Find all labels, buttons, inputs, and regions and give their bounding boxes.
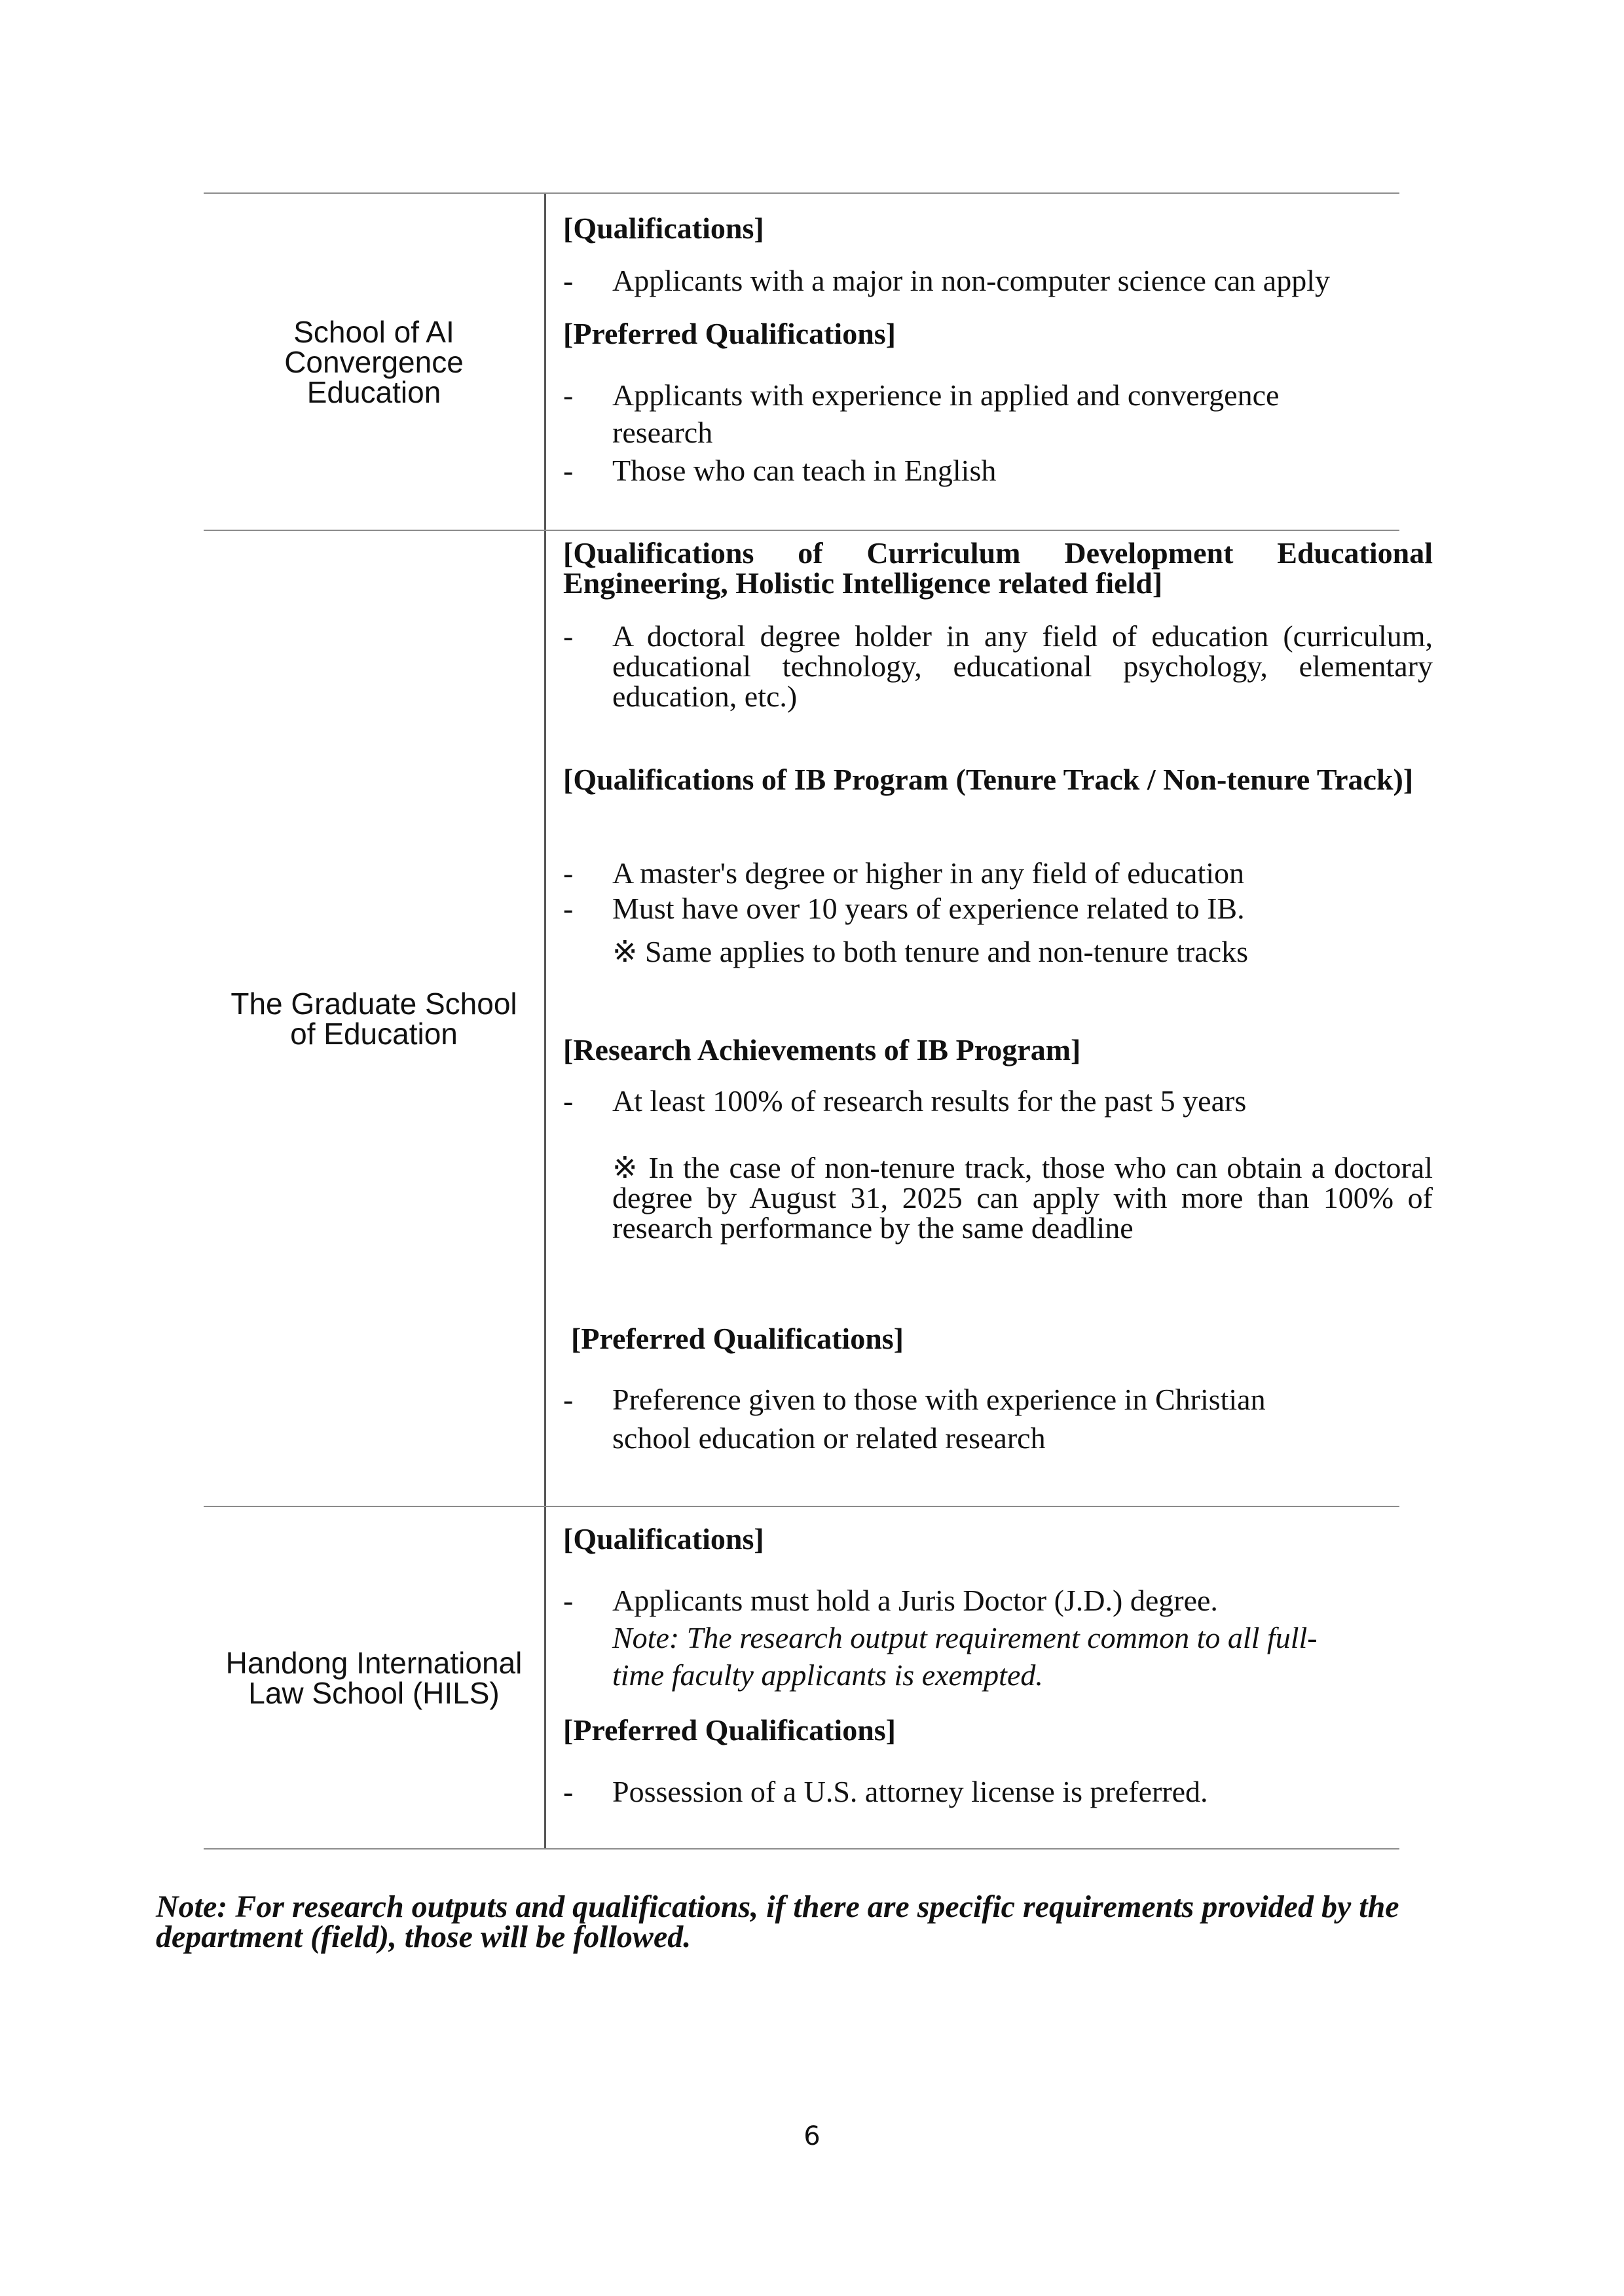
- section-heading: [Preferred Qualifications]: [571, 1322, 904, 1355]
- bullet-text: Applicants with a major in non-computer science can apply: [612, 264, 1330, 297]
- unit-name: School of AI Convergence Education: [284, 314, 464, 409]
- bullet-text: Those who can teach in English: [612, 454, 997, 487]
- bullet-text: Applicants must hold a Juris Doctor (J.D.) degree.: [612, 1584, 1218, 1617]
- bullet-text: A doctoral degree holder in any field of education (curriculum, educational technology, educational psychology, elementary education, etc.): [612, 619, 1433, 713]
- bullet-text-continued: research: [612, 416, 713, 449]
- bullet-text: Possession of a U.S. attorney license is preferred.: [612, 1775, 1208, 1808]
- unit-cell: [204, 531, 546, 1506]
- bullet-dash: -: [563, 1383, 574, 1416]
- section-heading: [Preferred Qualifications]: [563, 1713, 896, 1747]
- bullet-text: A master's degree or higher in any field of education: [612, 856, 1245, 890]
- unit-name: Handong International Law School (HILS): [225, 1645, 523, 1710]
- bullet-dash: -: [563, 1084, 574, 1118]
- bullet-dash: -: [563, 1584, 574, 1617]
- table-row: [204, 194, 1399, 531]
- exemption-note-continued: time faculty applicants is exempted.: [612, 1658, 1043, 1692]
- footer-note: Note: For research outputs and qualifications, if there are specific requirements provided by the department (field), those will be followed.: [156, 1889, 1399, 1954]
- unit-cell: [204, 194, 546, 530]
- bullet-dash: -: [563, 856, 574, 890]
- exemption-note: Note: The research output requirement common to all full-: [612, 1621, 1318, 1654]
- unit-cell: [204, 1507, 546, 1848]
- section-heading: [Qualifications]: [563, 211, 764, 245]
- bullet-dash: -: [563, 1775, 574, 1808]
- table-row: [204, 531, 1433, 1507]
- bullet-text-continued: school education or related research: [612, 1421, 1046, 1455]
- requirements-cell: [546, 531, 1433, 1506]
- section-heading: [Preferred Qualifications]: [563, 317, 896, 350]
- bullet-text: Applicants with experience in applied and convergence: [612, 378, 1280, 412]
- section-heading: [Qualifications of IB Program (Tenure Track / Non-tenure Track)]: [563, 763, 1414, 796]
- section-heading: [Qualifications]: [563, 1522, 764, 1556]
- page-number: 6: [803, 2121, 821, 2151]
- requirements-cell: [546, 194, 1399, 530]
- bullet-dash: -: [563, 892, 574, 925]
- requirements-cell: [546, 1507, 1399, 1848]
- section-heading: [Qualifications of Curriculum Development Educational Engineering, Holistic Intelligence related field]: [563, 536, 1433, 600]
- bullet-dash: -: [563, 378, 574, 412]
- bullet-dash: -: [563, 264, 574, 297]
- qualifications-table: [204, 192, 1433, 1850]
- reference-note: ※ In the case of non-tenure track, those who can obtain a doctoral degree by August 31, 2025 can apply with more than 100% of research performance by the same deadline: [612, 1151, 1433, 1245]
- bullet-dash: -: [563, 454, 574, 487]
- reference-note: ※ Same applies to both tenure and non-tenure tracks: [612, 935, 1249, 968]
- table-row: [204, 1507, 1399, 1850]
- bullet-dash: -: [563, 619, 574, 653]
- section-heading: [Research Achievements of IB Program]: [563, 1033, 1081, 1066]
- bullet-text: Must have over 10 years of experience related to IB.: [612, 892, 1245, 925]
- bullet-text: Preference given to those with experience in Christian: [612, 1383, 1266, 1416]
- unit-name: The Graduate School of Education: [231, 986, 517, 1051]
- bullet-text: At least 100% of research results for the past 5 years: [612, 1084, 1247, 1118]
